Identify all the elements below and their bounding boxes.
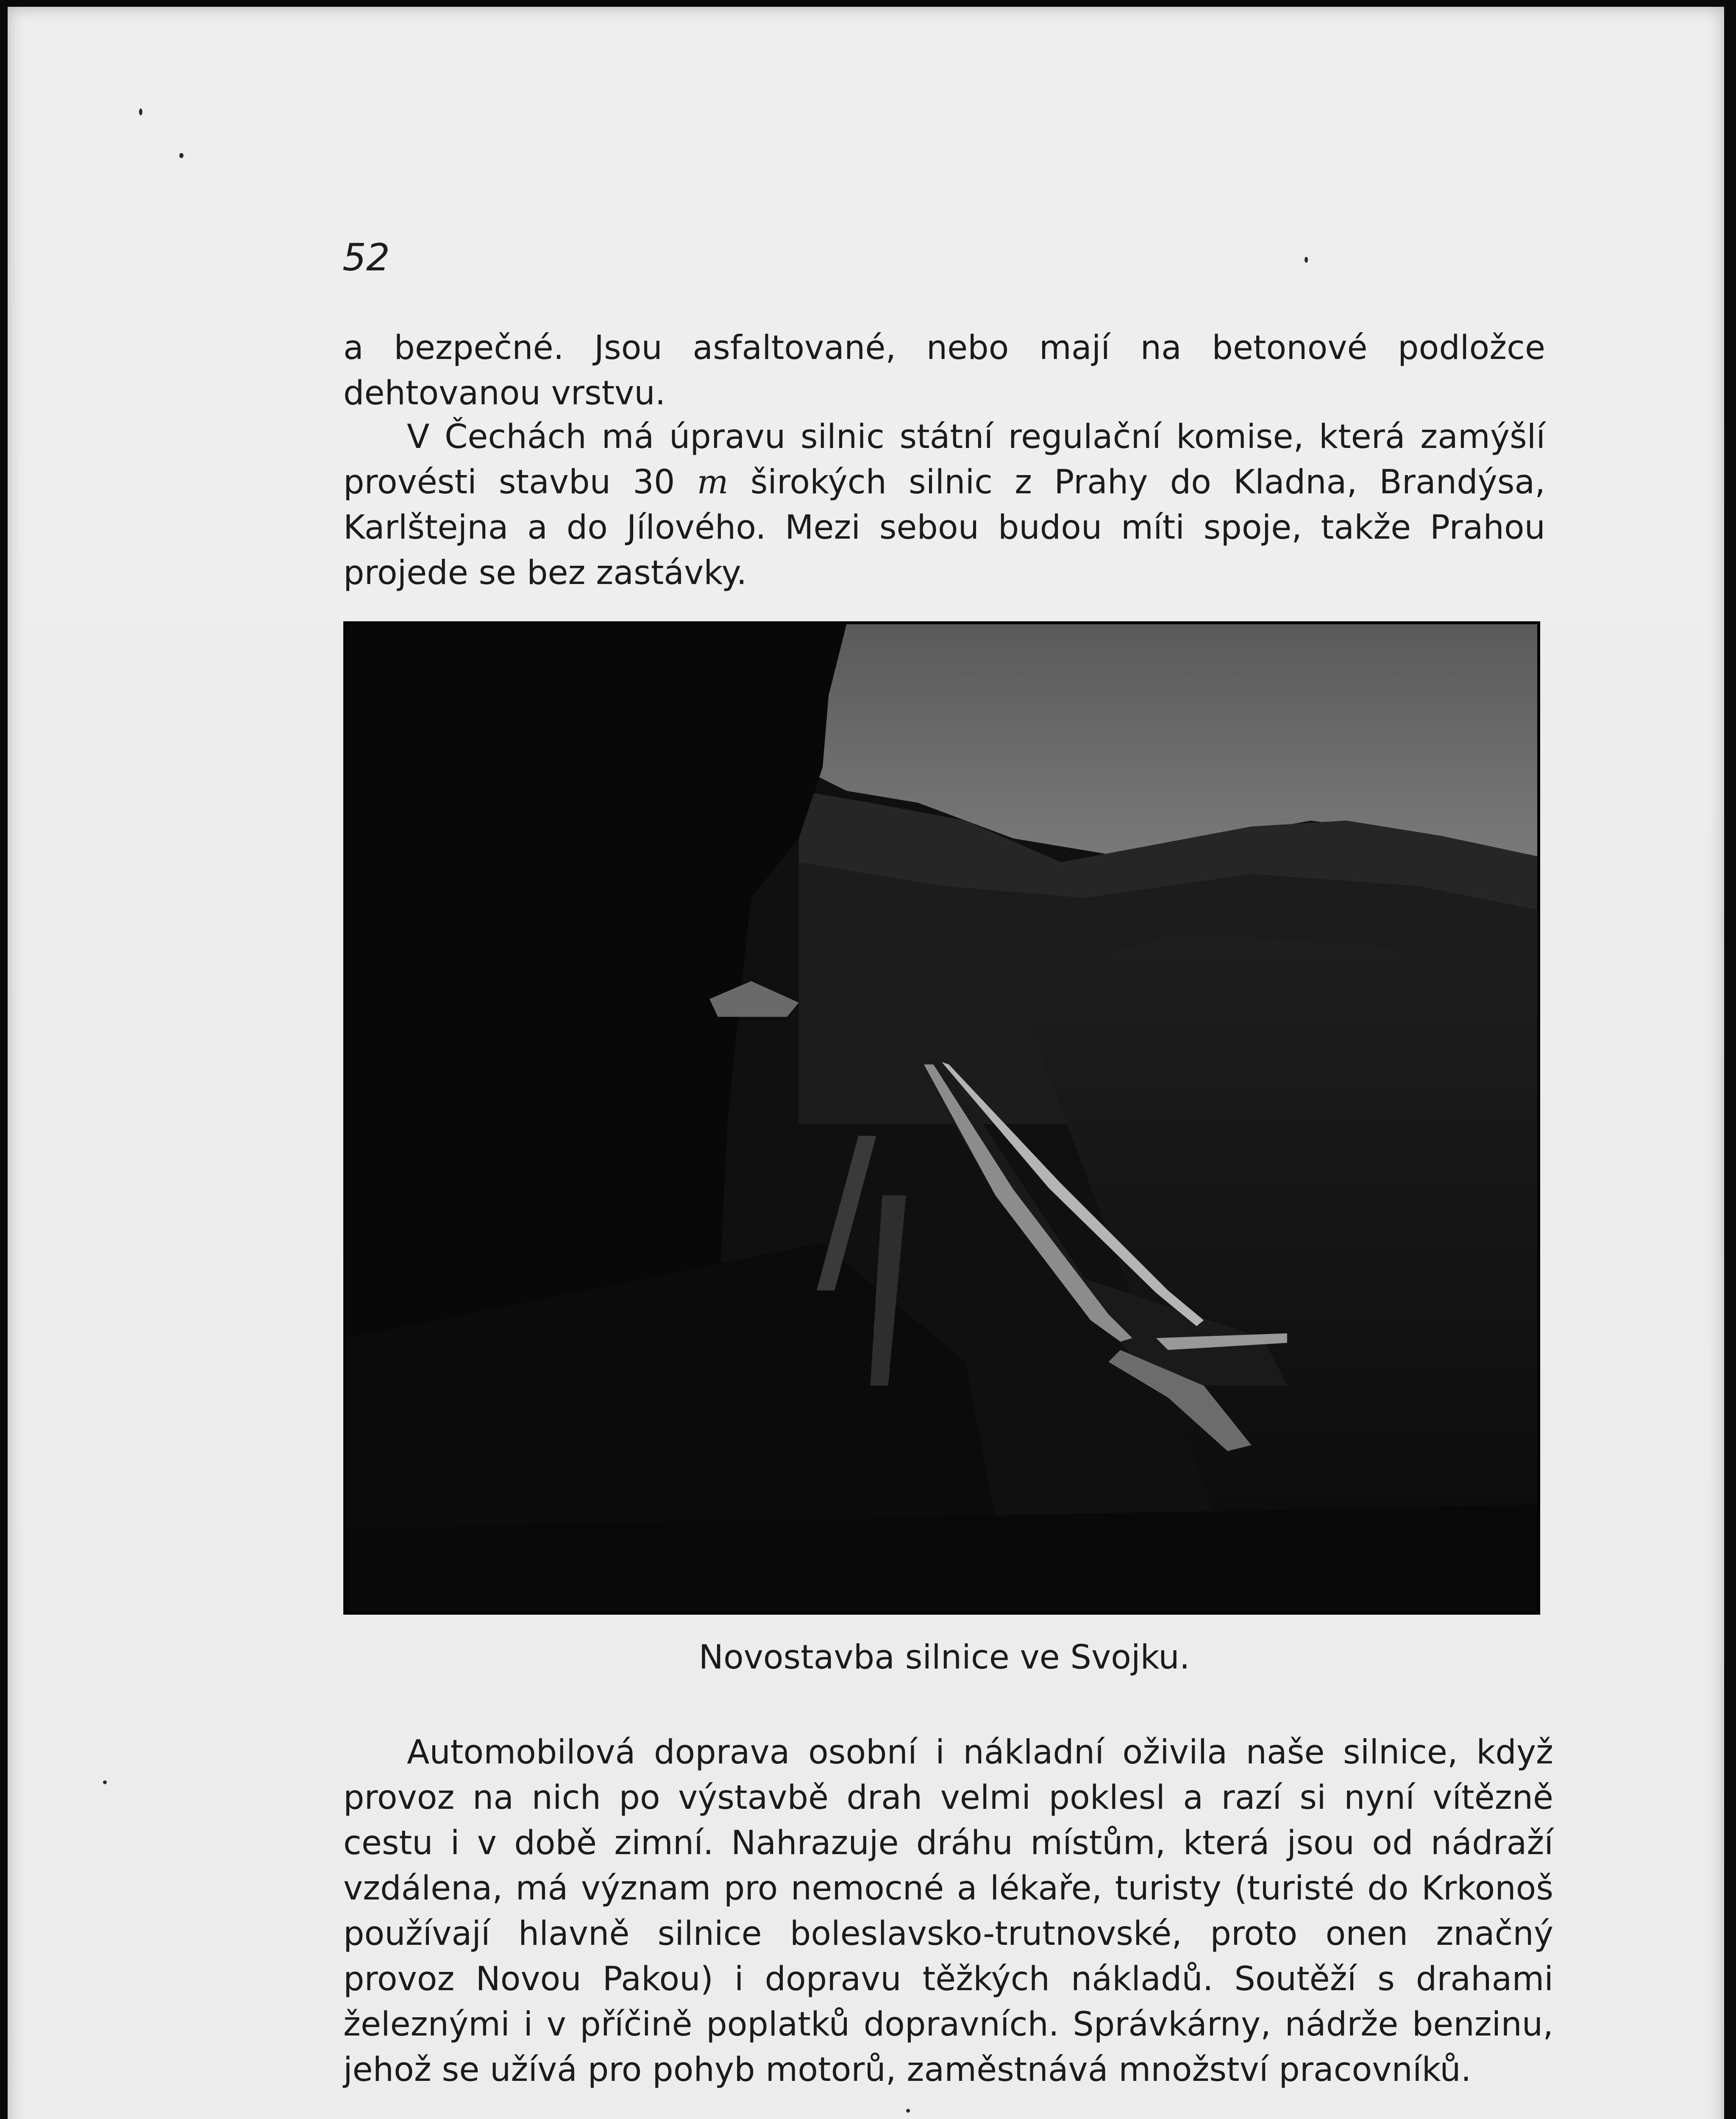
paragraph-text-start: V Čechách má úpravu silnic státní regulační komise, která zamýšlí provésti stavbu 30 bbox=[343, 418, 1545, 501]
paragraph-text-end: širokých silnic z Prahy do Kladna, Brandýsa, Karlštejna a do Jílového. Mezi sebou budou míti spoje, takže Prahou projede se bez zastávky. bbox=[343, 463, 1545, 592]
document-page bbox=[8, 7, 1724, 2119]
paragraph-text: Automobilová doprava osobní i nákladní oživila naše silnice, když provoz na nich po výstavbě drah velmi poklesl a razí si nyní vítězně cestu i v době zimní. Nahrazuje dráhu místům, která jsou od nádraží vzdálena, má význam pro nemocné a lékaře, turisty (turisté do Krkonoš používají hlavně silnice boleslavsko-trutnovské, proto onen značný provoz Novou Pakou) i dopravu těžkých nákladů. Soutěží s drahami železnými i v příčině poplatků dopravních. Správkárny, nádrže benzinu, jehož se užívá pro pohyb motorů, zaměstnává množství pracovníků. bbox=[343, 1733, 1553, 2089]
paragraph-continuation: a bezpečné. Jsou asfaltované, nebo mají na betonové podložce dehtovanou vrstvu. bbox=[343, 329, 1545, 412]
scan-speck bbox=[179, 153, 184, 158]
figure-caption: Novostavba silnice ve Svojku. bbox=[698, 1638, 1190, 1677]
paragraph-road-regulation bbox=[343, 414, 1545, 596]
page-number: 52 bbox=[342, 236, 390, 279]
scan-speck bbox=[103, 1780, 107, 1784]
road-photograph-image bbox=[346, 624, 1537, 1612]
unit-meters: m bbox=[697, 463, 729, 501]
paragraph-automobile-transport bbox=[343, 1730, 1553, 2093]
scan-speck bbox=[1305, 257, 1308, 263]
scan-speck bbox=[906, 2109, 910, 2113]
scan-speck bbox=[139, 108, 142, 115]
road-photograph bbox=[343, 621, 1540, 1615]
